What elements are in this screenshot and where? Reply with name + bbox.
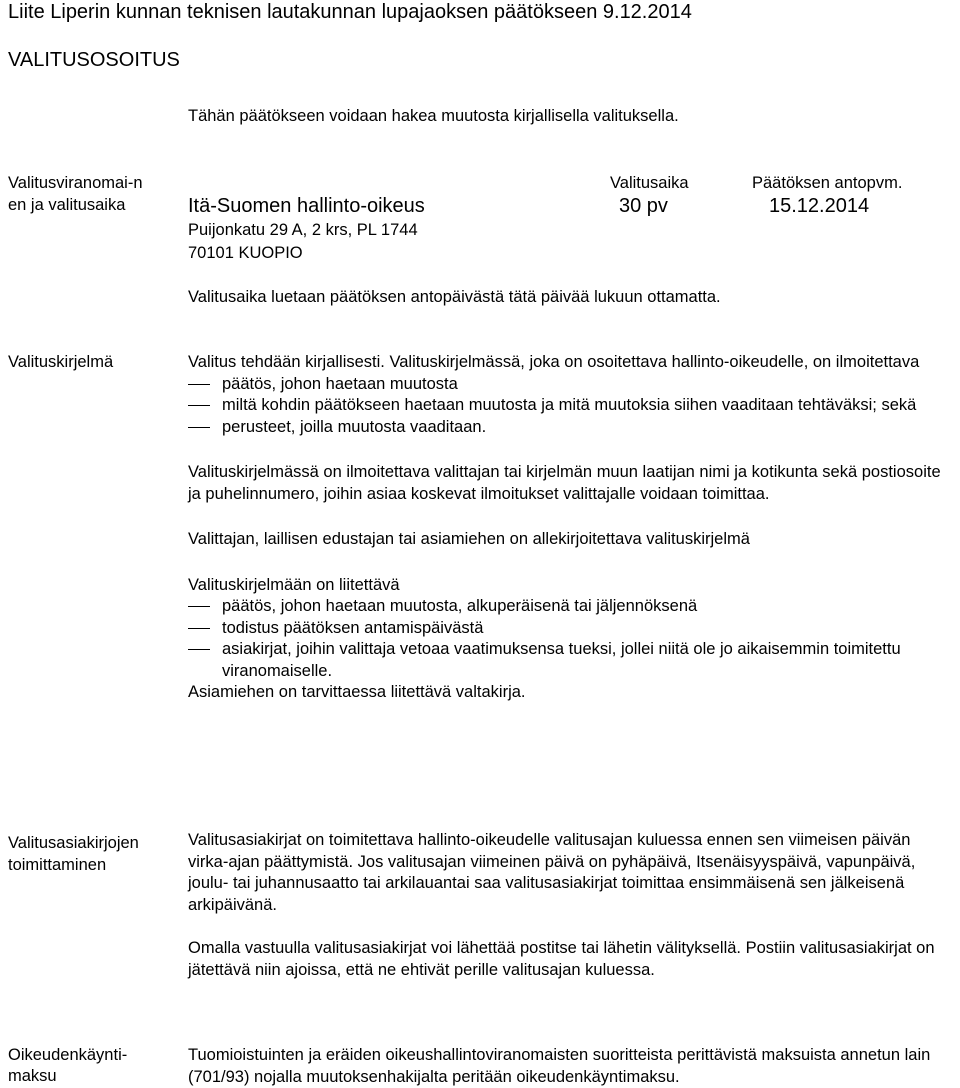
col-header-date: Päätöksen antopvm. [752,174,903,192]
decision-date: 15.12.2014 [769,195,870,217]
delivery-paragraph-1: Valitusasiakirjat on toimitettava hallinto-oikeudelle valitusajan kuluessa ennen sen viimeisen päivän virka-ajan päättymistä. Jos valitusajan viimeinen päivä on pyhäpäivä, Itsenäisyyspäivä, vapunpäivä, joulu- tai juhannusaatto tai arkilauantai saa valitusasiakirjat toimittaa ensimmäisenä sen jälkeisenä arkipäivänä. [188,831,916,914]
appeal-requirements-list [188,374,958,439]
appeal-time: 30 pv [619,195,668,217]
appeal-attachments-list [188,596,958,682]
appeal-paragraph-5: Asiamiehen on tarvittaessa liitettävä valtakirja. [188,683,526,701]
intro-text: Tähän päätökseen voidaan hakea muutosta kirjallisella valituksella. [188,107,679,125]
authority-name: Itä-Suomen hallinto-oikeus [188,195,425,217]
document-title: Liite Liperin kunnan teknisen lautakunnan lupajaoksen päätökseen 9.12.2014 [8,1,692,23]
authority-label-line1: Valitusviranomai-n [8,174,143,192]
appeal-paragraph-4: Valituskirjelmään on liitettävä [188,575,400,594]
appeal-letter-label: Valituskirjelmä [8,353,114,371]
appeal-paragraph-3: Valittajan, laillisen edustajan tai asiamiehen on allekirjoitettava valituskirjelmä [188,530,750,548]
col-header-time: Valitusaika [610,174,689,192]
appeal-paragraph-2: Valituskirjelmässä on ilmoitettava valittajan tai kirjelmän muun laatijan nimi ja kotikunta sekä postiosoite ja puhelinnumero, joihin asiaa koskevat ilmoitukset valittajalle voidaan toimittaa. [188,463,941,503]
fees-paragraph-1: Tuomioistuinten ja eräiden oikeushallintoviranomaisten suoritteista perittävistä maksuista annetun lain (701/93) nojalla muutoksenhakijalta peritään oikeudenkäyntimaksu. [188,1046,931,1086]
appeal-paragraph-1: Valitus tehdään kirjallisesti. Valituskirjelmässä, joka on osoitettava hallinto-oikeudelle, on ilmoitettava [188,353,920,371]
authority-address1: Puijonkatu 29 A, 2 krs, PL 1744 [188,221,418,239]
appeal-time-note: Valitusaika luetaan päätöksen antopäivästä tätä päivää lukuun ottamatta. [188,288,721,306]
fees-label-line1: Oikeudenkäynti- [8,1046,128,1064]
list-item: todistus päätöksen antamispäivästä [188,618,958,640]
list-item: päätös, johon haetaan muutosta, alkuperäisenä tai jäljennöksenä [188,596,958,618]
list-item: perusteet, joilla muutosta vaaditaan. [188,417,958,439]
fees-label-line2: maksu [8,1067,57,1085]
page-heading: VALITUSOSOITUS [8,49,180,71]
list-item: päätös, johon haetaan muutosta [188,374,958,396]
fees-section [188,1045,958,1088]
delivery-label-line1: Valitusasiakirjojen [8,834,139,852]
appeal-letter-section [188,352,958,704]
delivery-section [188,830,958,981]
delivery-paragraph-2: Omalla vastuulla valitusasiakirjat voi lähettää postitse tai lähetin välityksellä. Postiin valitusasiakirjat on jätettävä niin ajoissa, että ne ehtivät perille valitusajan kuluessa. [188,939,935,979]
list-item: asiakirjat, joihin valittaja vetoaa vaatimuksensa tueksi, jollei niitä ole jo aikaisemmin toimitettu viranomaiselle. [188,639,958,682]
list-item: miltä kohdin päätökseen haetaan muutosta ja mitä muutoksia siihen vaaditaan tehtäväksi; sekä [188,395,958,417]
delivery-label-line2: toimittaminen [8,856,107,874]
authority-label-line2: en ja valitusaika [8,196,126,214]
authority-address2: 70101 KUOPIO [188,244,303,262]
